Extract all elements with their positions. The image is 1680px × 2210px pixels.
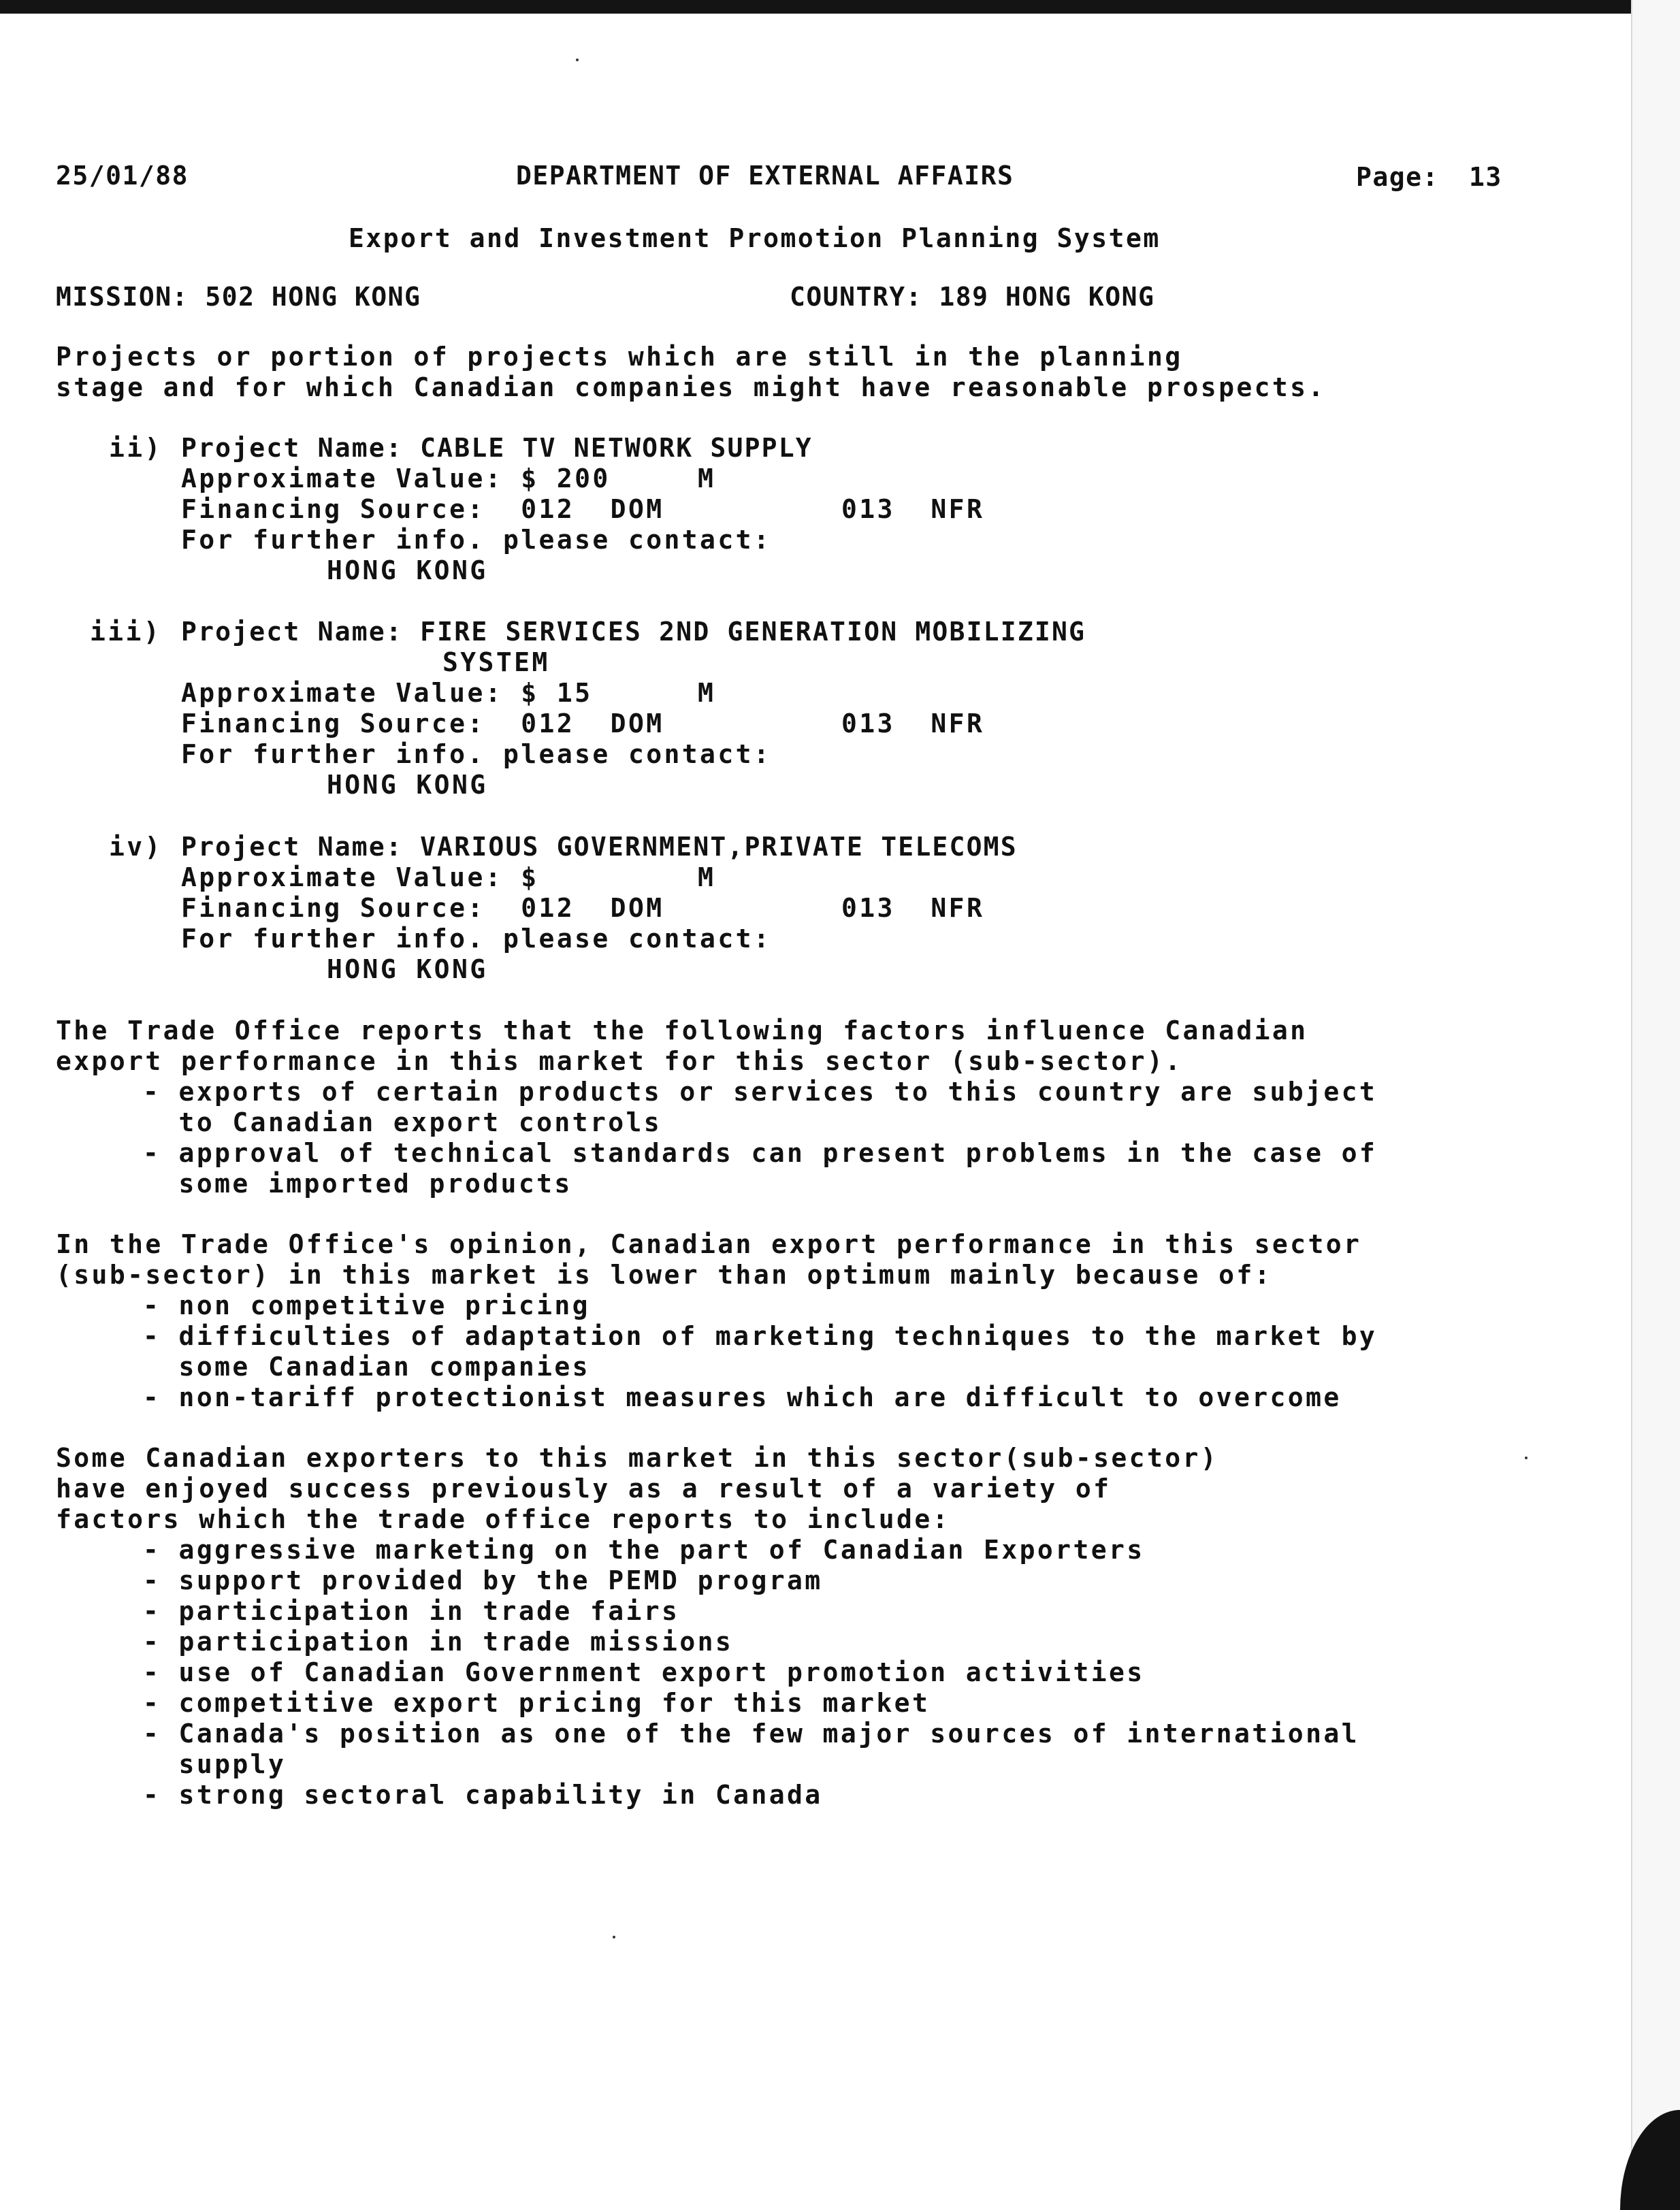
approximate-value: Approximate Value: $ 200 (181, 464, 611, 493)
success-item: - support provided by the PEMD program (143, 1565, 823, 1595)
value-unit: M (698, 464, 716, 493)
success-item: - participation in trade fairs (143, 1596, 680, 1626)
mission-label: MISSION: (56, 282, 189, 312)
scan-speck (576, 59, 579, 61)
factor-item: - exports of certain products or services to this country are subject (143, 1077, 1378, 1107)
success-intro-line: factors which the trade office reports to include: (56, 1504, 950, 1534)
contact-label: For further info. please contact: (181, 739, 772, 769)
success-intro-line: have enjoyed success previously as a result of a variety of (56, 1474, 1112, 1504)
approximate-value: Approximate Value: $ (181, 862, 557, 892)
success-item: - Canada's position as one of the few major sources of international (143, 1719, 1359, 1749)
country-value: 189 HONG KONG (939, 282, 1155, 312)
opinion-item: some Canadian companies (143, 1352, 590, 1382)
success-item: - use of Canadian Government export promotion activities (143, 1657, 1145, 1687)
financing-source-1: Financing Source: 012 DOM (181, 893, 664, 923)
success-item: supply (143, 1749, 287, 1779)
report-date: 25/01/88 (56, 161, 189, 191)
success-item: - aggressive marketing on the part of Canadian Exporters (143, 1535, 1145, 1565)
mission-value: 502 HONG KONG (205, 282, 421, 312)
financing-source-1: Financing Source: 012 DOM (181, 494, 664, 524)
value-unit: M (698, 678, 716, 708)
country-line (790, 282, 1154, 312)
success-item: - competitive export pricing for this market (143, 1688, 931, 1718)
financing-source-2: 013 NFR (841, 494, 985, 524)
contact-value: HONG KONG (327, 555, 488, 585)
factor-item: to Canadian export controls (143, 1107, 662, 1137)
financing-source-2: 013 NFR (841, 709, 985, 738)
page-number: 13 (1469, 162, 1502, 192)
scan-speck (1525, 1457, 1528, 1459)
value-unit: M (698, 862, 716, 892)
country-label: COUNTRY: (790, 282, 923, 312)
success-intro-line: Some Canadian exporters to this market in this sector(sub-sector) (56, 1443, 1219, 1473)
contact-label: For further info. please contact: (181, 924, 772, 954)
project-name-continued: SYSTEM (442, 647, 550, 677)
factor-item: - approval of technical standards can present problems in the case of (143, 1138, 1378, 1168)
financing-source-1: Financing Source: 012 DOM (181, 709, 664, 738)
project-name: Project Name: FIRE SERVICES 2ND GENERATION MOBILIZING (181, 617, 1086, 647)
project-name: Project Name: CABLE TV NETWORK SUPPLY (181, 433, 813, 463)
scan-speck (613, 1936, 615, 1938)
success-item: - strong sectoral capability in Canada (143, 1780, 823, 1810)
system-title: Export and Investment Promotion Planning System (349, 223, 1161, 253)
project-name: Project Name: VARIOUS GOVERNMENT,PRIVATE TELECOMS (181, 832, 1018, 862)
success-item: - participation in trade missions (143, 1627, 734, 1657)
project-numeral: ii) (109, 433, 163, 463)
intro-line: stage and for which Canadian companies might have reasonable prospects. (56, 372, 1326, 402)
opinion-item: - non-tariff protectionist measures which are difficult to overcome (143, 1382, 1342, 1412)
contact-value: HONG KONG (327, 770, 488, 800)
approximate-value: Approximate Value: $ 15 (181, 678, 593, 708)
factor-intro-line: export performance in this market for this sector (sub-sector). (56, 1046, 1183, 1076)
opinion-intro-line: In the Trade Office's opinion, Canadian export performance in this sector (56, 1229, 1362, 1259)
department-title: DEPARTMENT OF EXTERNAL AFFAIRS (516, 161, 1014, 191)
opinion-item: - difficulties of adaptation of marketing techniques to the market by (143, 1321, 1378, 1351)
mission-line (56, 282, 421, 312)
page-label: Page: (1356, 162, 1439, 192)
project-numeral: iv) (109, 832, 163, 862)
project-numeral: iii) (90, 617, 162, 647)
factor-intro-line: The Trade Office reports that the following factors influence Canadian (56, 1015, 1308, 1045)
intro-line: Projects or portion of projects which are still in the planning (56, 342, 1183, 372)
opinion-item: - non competitive pricing (143, 1290, 590, 1320)
contact-value: HONG KONG (327, 954, 488, 984)
factor-item: some imported products (143, 1169, 572, 1199)
opinion-intro-line: (sub-sector) in this market is lower than optimum mainly because of: (56, 1260, 1272, 1290)
financing-source-2: 013 NFR (841, 893, 985, 923)
contact-label: For further info. please contact: (181, 525, 772, 555)
